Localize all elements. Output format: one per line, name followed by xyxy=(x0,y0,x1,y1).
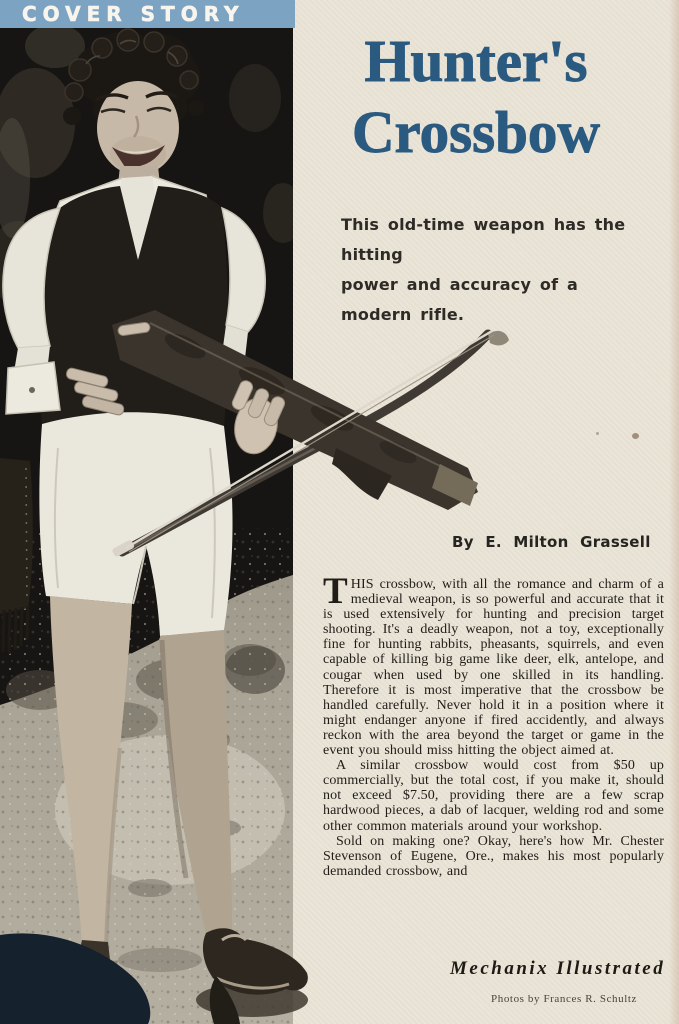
byline: By E. Milton Grassell xyxy=(452,533,651,551)
cover-story-banner xyxy=(0,0,295,28)
paragraph-1-text: HIS crossbow, with all the romance and charm of a medieval weapon, is so powerful and accurate that it is used extensively for hunting and precision target shooting. It's a deadly weapon, not a toy, exceptionally fine for hunting rabbits, pheasants, squirrels, and even capable of killing big game like deer, elk, antelope, and cougar when used by one skilled in its handling. Therefore it is most imperative that the crossbow be handled carefully. Never hold it in a position where it might endanger anyone if fired accidently, and always reckon with the area beyond the target or game in the event you should miss hitting the object aimed at. xyxy=(323,577,664,759)
paper-speck xyxy=(632,433,639,439)
dropcap-T: T xyxy=(323,571,348,612)
page-edge-shading xyxy=(669,0,679,1024)
paragraph-1 xyxy=(323,571,664,759)
paper-speck-small xyxy=(596,432,599,435)
cover-story-label: COVER STORY xyxy=(22,2,245,26)
title-line-2: Crossbow xyxy=(351,99,601,165)
paragraph-2: A similar crossbow would cost from $50 up commercially, but the total cost, if you make it, should not exceed $7.50, providing there are a few scrap hardwood pieces, a dab of lacquer, welding rod and some other common materials around your workshop. xyxy=(323,758,664,834)
subtitle-line-1: This old-time weapon has the hitting xyxy=(341,215,626,264)
title-line-1: Hunter's xyxy=(364,28,588,94)
paragraph-3: Sold on making one? Okay, here's how Mr. Chester Stevenson of Eugene, Ore., makes his most popularly demanded crossbow, and xyxy=(323,833,664,879)
photo-credit: Photos by Frances R. Schultz xyxy=(491,993,638,1005)
photo-clipped-scene xyxy=(0,28,303,1024)
article-subtitle xyxy=(341,210,633,330)
subtitle-line-2: power and accuracy of a modern rifle. xyxy=(341,275,578,324)
article-body xyxy=(323,571,664,879)
fringe-bag xyxy=(0,458,33,654)
magazine-name: Mechanix Illustrated xyxy=(450,958,666,979)
article-title xyxy=(325,26,627,168)
